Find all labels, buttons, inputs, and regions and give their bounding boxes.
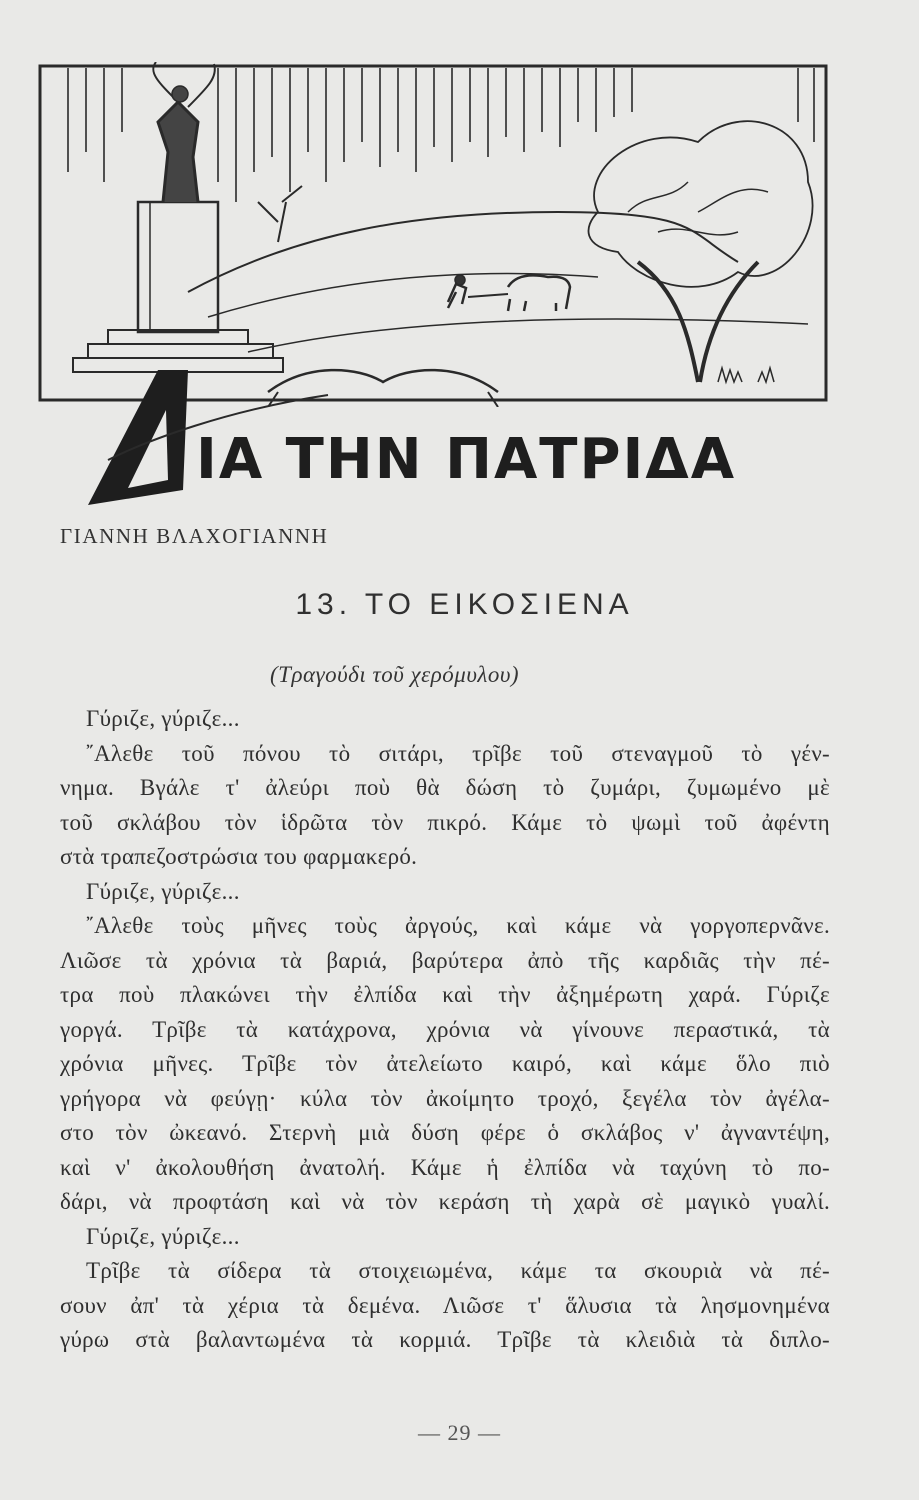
text-line: Γύριζε, γύριζε... [86,878,240,904]
text-line: χρόνια μῆνες. Τρῖβε τὸν ἀτελείωτο καιρό, καὶ κάμε ὅλο πιὸ [60,1051,830,1076]
text-line: γύρω στὰ βαλαντωμένα τὰ κορμιά. Τρῖβε τὰ κλειδιὰ τὰ διπλο- [60,1327,830,1352]
text-line: ῎Αλεθε τοῦ πόνου τὸ σιτάρι, τρῖβε τοῦ στεναγμοῦ τὸ γέν- [86,740,830,766]
text-line: τοῦ σκλάβου τὸν ἱδρῶτα τὸν πικρό. Κάμε τὸ ψωμὶ τοῦ ἀφέντη [60,809,830,835]
text-line: γοργά. Τρῖβε τὰ κατάχρονα, χρόνια νὰ γίνουνε περαστικά, τὰ [60,1016,830,1042]
text-line: καὶ ν' ἀκολουθήση ἀνατολή. Κάμε ἡ ἐλπίδα νὰ ταχύνη τὸ πο- [60,1154,830,1180]
text-line: στὰ τραπεζοστρώσια του φαρμακερό. [60,844,418,869]
text-line: σουν ἀπ' τὰ χέρια τὰ δεμένα. Λιῶσε τ' ἅλυσια τὰ λησμονημένα [60,1292,830,1318]
header-title [88,360,778,505]
text-line: δάρι, νὰ προφτάση καὶ νὰ τὸν κεράση τὴ χαρὰ σὲ μαγικὸ γυαλί. [60,1189,830,1214]
text-line: Τρῖβε τὰ σίδερα τὰ στοιχειωμένα, κάμε τα σκουριὰ νὰ πέ- [86,1258,830,1283]
text-line: γρήγορα νὰ φεύγῃ· κύλα τὸν ἀκοίμητο τροχό, ξεγέλα τὸν ἀγέλα- [60,1085,830,1111]
text-line: ῎Αλεθε τοὺς μῆνες τοὺς ἀργούς, καὶ κάμε νὰ γοργοπερνᾶνε. [86,913,830,938]
text-line: νημα. Βγάλε τ' ἀλεύρι ποὺ θὰ δώση τὸ ζυμάρι, ζυμωμένο μὲ [60,775,830,800]
text-line: τρα ποὺ πλακώνει τὴν ἐλπίδα καὶ τὴν ἀξημέρωτη χαρά. Γύριζε [60,982,830,1007]
page-number: — 29 — [418,1420,501,1445]
body-text [60,702,830,1358]
text-line: Λιῶσε τὰ χρόνια τὰ βαριά, βαρύτερα ἀπὸ τῆς καρδιᾶς τὴν πέ- [60,947,830,973]
subtitle: (Τραγούδι τοῦ χερόμυλου) [270,662,520,687]
header-illustration [38,62,828,407]
text-line: Γύριζε, γύριζε... [86,706,240,731]
text-line: Γύριζε, γύριζε... [86,1223,240,1249]
chapter-title: 13. ΤΟ ΕΙΚΟΣΙΕΝΑ [295,588,634,621]
author-name: ΓΙΑΝΝΗ ΒΛΑΧΟΓΙΑΝΝΗ [60,524,329,548]
header-title-text: ΙΑ ΤΗΝ ΠΑΤΡΙΔΑ [196,427,737,492]
text-line: στο τὸν ὠκεανό. Στερνὴ μιὰ δύση φέρε ὁ σκλάβος ν' ἀγναντέψη, [60,1120,830,1145]
